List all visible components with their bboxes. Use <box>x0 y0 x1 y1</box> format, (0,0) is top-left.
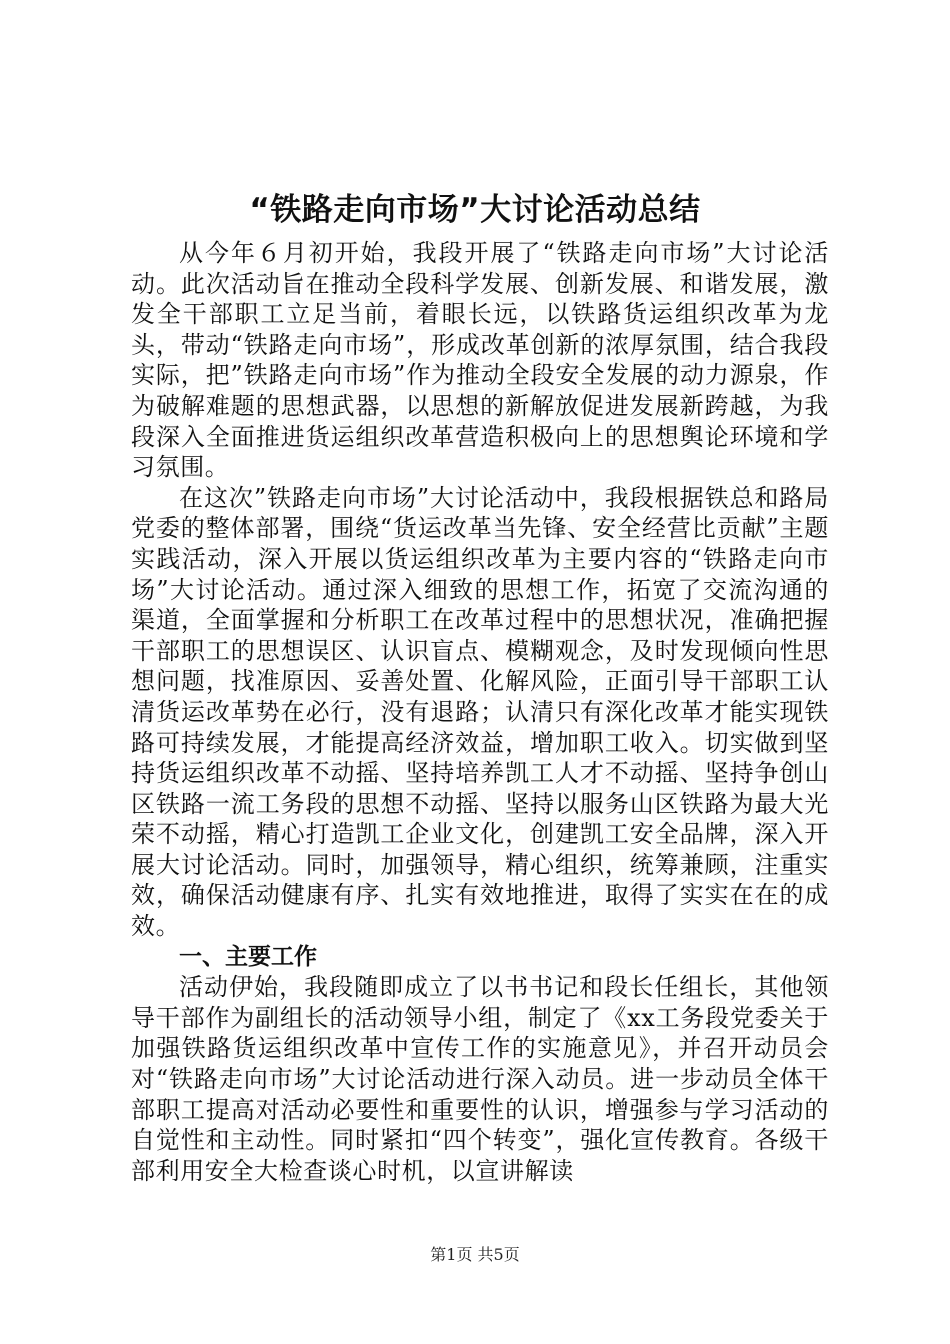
page-number-footer: 第1页 共5页 <box>430 1245 520 1264</box>
document-title: “铁路走向市场”大讨论活动总结 <box>249 192 701 228</box>
paragraph-intro: 从今年６月初开始，我段开展了“铁路走向市场”大讨论活动。此次活动旨在推动全段科学发展、创新发展、和谐发展，激发全干部职工立足当前，着眼长远，以铁路货运组织改革为龙头，带动“铁路走向市场”，形成改革创新的浓厚氛围，结合我段实际，把”铁路走向市场”作为推动全段安全发展的动力源泉，作为破解难题的思想武器，以思想的新解放促进发展新跨越，为我段深入全面推进货运组织改革营造积极向上的思想舆论环境和学习氛围。 <box>131 239 829 482</box>
paragraph-main-work: 活动伊始，我段随即成立了以书书记和段长任组长，其他领导干部作为副组长的活动领导小组，制定了《xx工务段党委关于加强铁路货运组织改革中宣传工作的实施意见》，并召开动员会对“铁路走向市场”大讨论活动进行深入动员。进一步动员全体干部职工提高对活动必要性和重要性的认识，增强参与学习活动的自觉性和主动性。同时紧扣“四个转变”，强化宣传教育。各级干部利用安全大检查谈心时机，以宣讲解读 <box>131 973 829 1185</box>
document-body <box>131 238 829 1186</box>
section-heading: 一、主要工作 <box>179 943 317 970</box>
paragraph-activity: 在这次”铁路走向市场”大讨论活动中，我段根据铁总和路局党委的整体部署，围绕“货运改革当先锋、安全经营比贡献”主题实践活动，深入开展以货运组织改革为主要内容的“铁路走向市场”大讨论活动。通过深入细致的思想工作，拓宽了交流沟通的渠道，全面掌握和分析职工在改革过程中的思想状况，准确把握干部职工的思想误区、认识盲点、模糊观念，及时发现倾向性思想问题，找准原因、妥善处置、化解风险，正面引导干部职工认清货运改革势在必行，没有退路；认清只有深化改革才能实现铁路可持续发展，才能提高经济效益，增加职工收入。切实做到坚持货运组织改革不动摇、坚持培养凯工人才不动摇、坚持争创山区铁路一流工务段的思想不动摇、坚持以服务山区铁路为最大光荣不动摇，精心打造凯工企业文化，创建凯工安全品牌，深入开展大讨论活动。同时，加强领导，精心组织，统筹兼顾，注重实效，确保活动健康有序、扎实有效地推进，取得了实实在在的成效。 <box>131 483 829 941</box>
